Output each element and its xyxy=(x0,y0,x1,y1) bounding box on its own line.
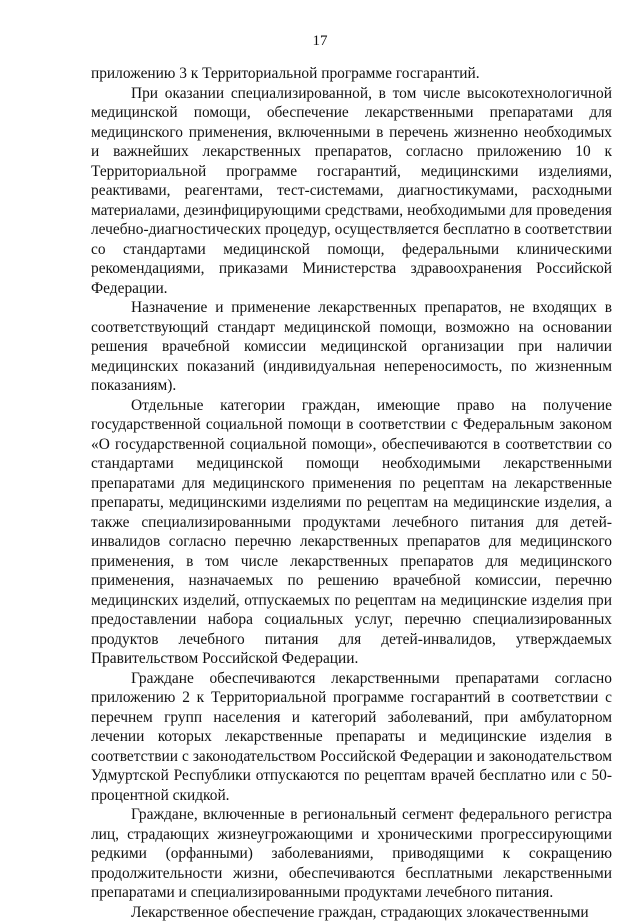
paragraph-orphan-diseases: Граждане, включенные в региональный сегмент федерального регистра лиц, страдающих жизнеугрожающими и хроническими прогрессирующими редкими (орфанными) заболеваниями, приводящими к сокращению продолжительности жизни, обеспечиваются бесплатными лекарственными препаратами и специализированными продуктами лечебного питания. xyxy=(91,805,612,903)
paragraph-oncology: Лекарственное обеспечение граждан, страдающих злокачественными xyxy=(91,903,612,922)
paragraph-outpatient-drugs: Граждане обеспечиваются лекарственными препаратами согласно приложению 2 к Территориальной программе госгарантий в соответствии с перечнем групп населения и категорий заболеваний, при амбулаторном лечении которых лекарственные препараты и медицинские изделия в соответствии с законодательством Российской Федерации и законодательством Удмуртской Республики отпускаются по рецептам врачей бесплатно или с 50-процентной скидкой. xyxy=(91,669,612,806)
paragraph-social-assistance: Отдельные категории граждан, имеющие право на получение государственной социальной помощи в соответствии с Федеральным законом «О государственной социальной помощи», обеспечиваются в соответствии со стандартами медицинской помощи необходимыми лекарственными препаратами для медицинского применения по рецептам на лекарственные препараты, медицинскими изделиями по рецептам на медицинские изделия, а также специализированными продуктами лечебного питания для детей-инвалидов согласно перечню лекарственных препаратов для медицинского применения, в том числе лекарственных препаратов для медицинского применения, назначаемых по решению врачебной комиссии, перечню медицинских изделий, отпускаемых по рецептам на медицинские изделия при предоставлении набора социальных услуг, перечню специализированных продуктов лечебного питания для детей-инвалидов, утверждаемых Правительством Российской Федерации. xyxy=(91,396,612,669)
paragraph-continuation: приложению 3 к Территориальной программе госгарантий. xyxy=(91,64,612,84)
paragraph-specialized-care: При оказании специализированной, в том числе высокотехнологичной медицинской помощи, обеспечение лекарственными препаратами для медицинского применения, включенными в перечень жизненно необходимых и важнейших лекарственных препаратов, согласно приложению 10 к Территориальной программе госгарантий, медицинскими изделиями, реактивами, реагентами, тест-системами, диагностикумами, расходными материалами, дезинфицирующими средствами, необходимыми для проведения лечебно-диагностических процедур, осуществляется бесплатно в соответствии со стандартами медицинской помощи, федеральными клиническими рекомендациями, приказами Министерства здравоохранения Российской Федерации. xyxy=(91,84,612,299)
document-body xyxy=(91,64,612,922)
paragraph-non-standard-drugs: Назначение и применение лекарственных препаратов, не входящих в соответствующий стандарт медицинской помощи, возможно на основании решения врачебной комиссии медицинской организации при наличии медицинских показаний (индивидуальная непереносимость, по жизненным показаниям). xyxy=(91,298,612,396)
page-number: 17 xyxy=(0,32,640,50)
